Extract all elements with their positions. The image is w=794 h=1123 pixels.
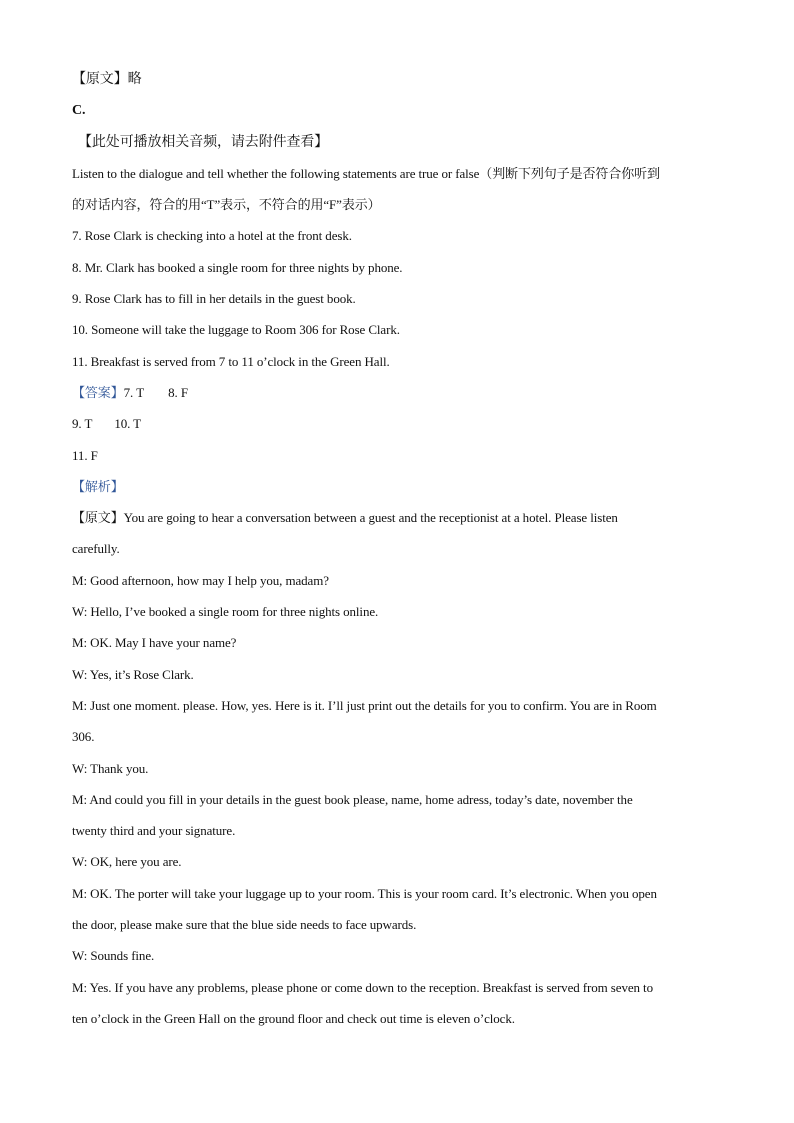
original-note-label: 【原文】 bbox=[72, 72, 128, 87]
answer-7: 7. T bbox=[123, 384, 145, 400]
instructions-line-2: 的对话内容，符合的用“T”表示，不符合的用“F”表示） bbox=[72, 197, 381, 213]
answers-row-2 bbox=[72, 408, 722, 439]
answers-label: 【答案】 bbox=[72, 384, 124, 400]
statement-8: 8. Mr. Clark has booked a single room for three nights by phone. bbox=[72, 259, 403, 275]
transcript-intro-text: You are going to hear a conversation between a guest and the receptionist at a hotel. Please listen bbox=[123, 510, 618, 526]
dialogue-line: M: OK. The porter will take your luggage up to your room. This is your room card. It’s electronic. When you open bbox=[72, 885, 657, 901]
statement-7: 7. Rose Clark is checking into a hotel at the front desk. bbox=[72, 228, 352, 244]
section-heading: C. bbox=[72, 103, 86, 119]
original-note-text: 略 bbox=[127, 72, 142, 87]
answer-11: 11. F bbox=[72, 447, 98, 463]
dialogue-line: M: Yes. If you have any problems, please phone or come down to the reception. Breakfast is served from seven to bbox=[72, 979, 653, 995]
dialogue-line: W: Thank you. bbox=[72, 760, 149, 776]
dialogue-line: 306. bbox=[72, 729, 95, 745]
instructions-line-1: Listen to the dialogue and tell whether the following statements are true or false（判断下列句子是否符合你听到 bbox=[72, 165, 660, 181]
dialogue-line: W: Hello, I’ve booked a single room for three nights online. bbox=[72, 604, 379, 620]
dialogue-line: W: OK, here you are. bbox=[72, 854, 182, 870]
statement-11: 11. Breakfast is served from 7 to 11 o’clock in the Green Hall. bbox=[72, 353, 390, 369]
statement-9: 9. Rose Clark has to fill in her details in the guest book. bbox=[72, 291, 356, 307]
dialogue-line: M: And could you fill in your details in the guest book please, name, home adress, today’s date, november the bbox=[72, 791, 633, 807]
audio-note: 【此处可播放相关音频，请去附件查看】 bbox=[78, 134, 329, 150]
answer-8: 8. F bbox=[168, 384, 188, 400]
dialogue-line: W: Yes, it’s Rose Clark. bbox=[72, 666, 194, 682]
dialogue-line: M: Just one moment. please. How, yes. Here is it. I’ll just print out the details for you to confirm. You are in Room bbox=[72, 697, 657, 713]
answers-row-3 bbox=[72, 440, 722, 471]
original-note bbox=[72, 64, 722, 95]
transcript-label: 【原文】 bbox=[72, 510, 124, 526]
transcript-intro-2: carefully. bbox=[72, 541, 120, 557]
dialogue-line: ten o’clock in the Green Hall on the ground floor and check out time is eleven o’clock. bbox=[72, 1010, 515, 1026]
transcript-intro-1 bbox=[72, 502, 722, 533]
dialogue-line: M: Good afternoon, how may I help you, madam? bbox=[72, 572, 329, 588]
dialogue-line: the door, please make sure that the blue side needs to face upwards. bbox=[72, 917, 417, 933]
analysis-label: 【解析】 bbox=[72, 478, 124, 494]
dialogue-line: M: OK. May I have your name? bbox=[72, 635, 237, 651]
statement-10: 10. Someone will take the luggage to Room 306 for Rose Clark. bbox=[72, 322, 400, 338]
dialogue-line: twenty third and your signature. bbox=[72, 823, 236, 839]
answers-row-1 bbox=[72, 377, 722, 408]
answer-9: 9. T bbox=[72, 416, 93, 432]
answer-10: 10. T bbox=[114, 416, 142, 432]
dialogue-line: W: Sounds fine. bbox=[72, 948, 155, 964]
document-page bbox=[72, 64, 722, 1034]
